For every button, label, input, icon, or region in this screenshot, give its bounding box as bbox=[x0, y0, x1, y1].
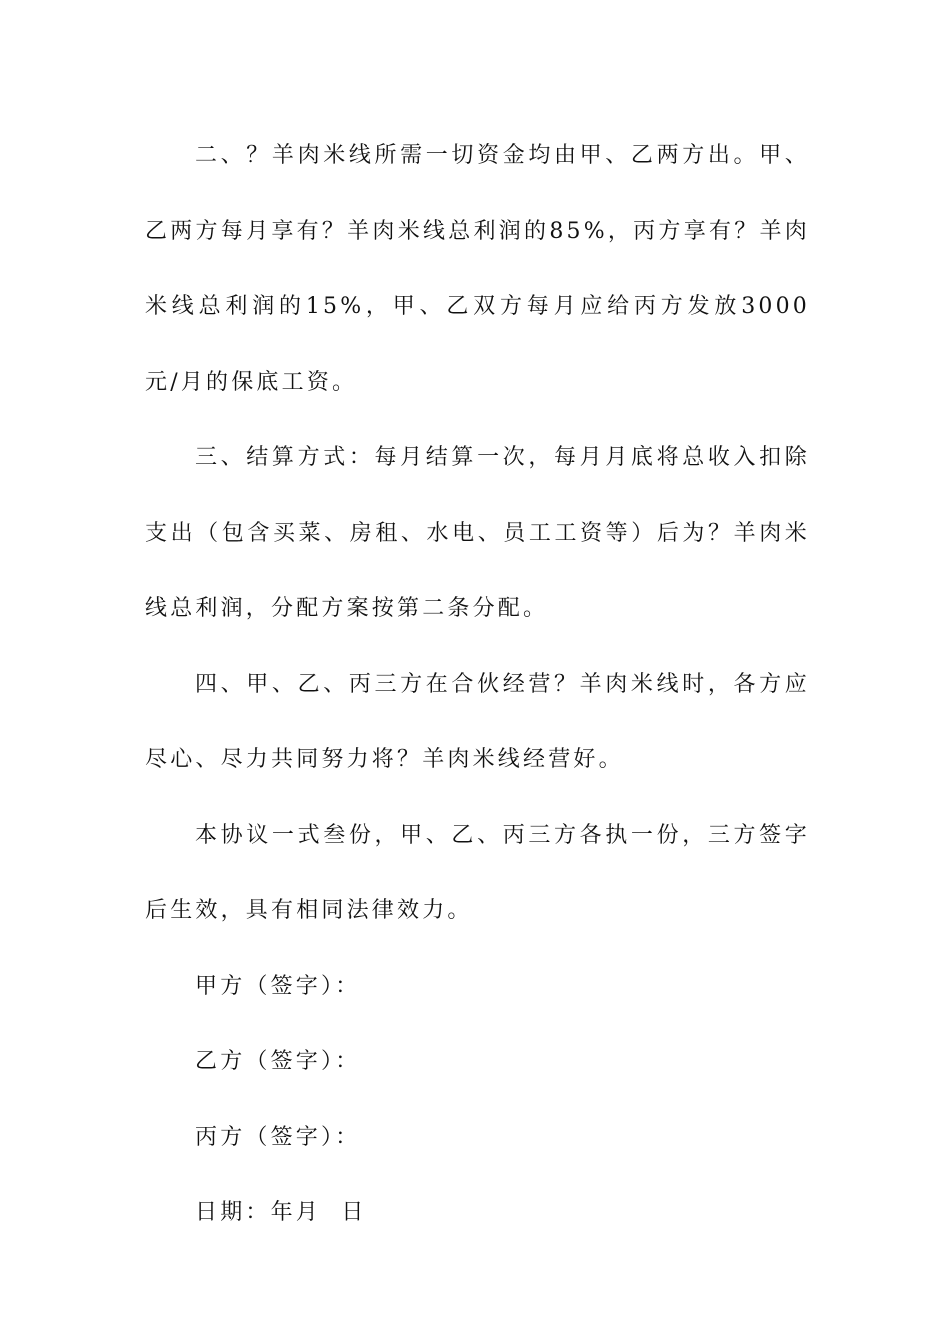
clause-four-paragraph: 四、甲、乙、丙三方在合伙经营？羊肉米线时，各方应尽心、尽力共同努力将？羊肉米线经营好。 bbox=[145, 671, 810, 772]
date-line: 日期：年月 日 bbox=[195, 1200, 367, 1225]
clause-three-paragraph: 三、结算方式：每月结算一次，每月月底将总收入扣除支出（包含买菜、房租、水电、员工工资等）后为？羊肉米线总利润，分配方案按第二条分配。 bbox=[145, 445, 810, 621]
party-c-signature-line: 丙方（签字）： bbox=[195, 1124, 361, 1150]
party-b-signature-line: 乙方（签字）： bbox=[195, 1049, 361, 1074]
clause-two-paragraph: 二、？羊肉米线所需一切资金均由甲、乙两方出。甲、乙两方每月享有？羊肉米线总利润的85%，丙方享有？羊肉米线总利润的15%，甲、乙双方每月应给丙方发放3000元/月的保底工资。 bbox=[145, 143, 810, 395]
document-page bbox=[145, 118, 810, 1251]
party-a-signature-line: 甲方（签字）： bbox=[195, 973, 361, 999]
copies-clause-paragraph: 本协议一式叁份，甲、乙、丙三方各执一份，三方签字后生效，具有相同法律效力。 bbox=[145, 822, 810, 923]
